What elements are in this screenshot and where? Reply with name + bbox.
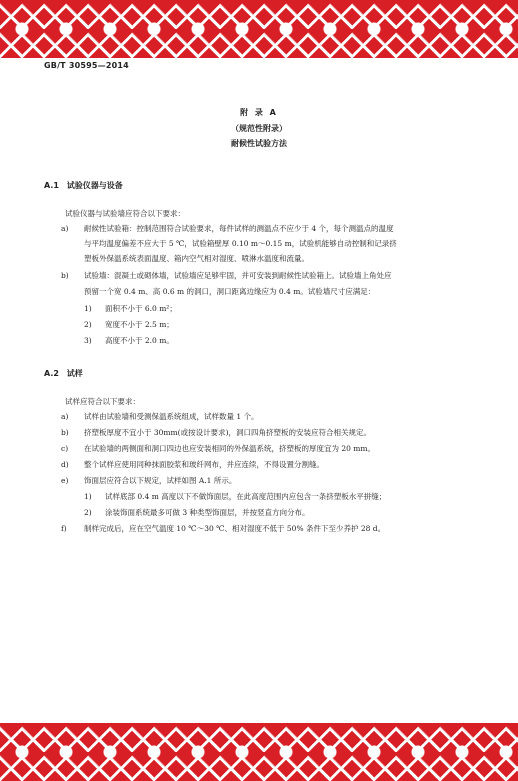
section-a2-intro: 试样应符合以下要求：: [65, 397, 140, 406]
sub-item-area: 面积不小于 6.0 m²；: [105, 304, 177, 313]
sub-item-e1: 试样底部 0.4 m 高度以下不做饰面层，在此高度范围内应包含一条挤塑板水平拼缝；: [105, 492, 387, 501]
section-a2-heading: [44, 368, 83, 379]
list-item-a-line2: 与平均温度偏差不应大于 5 ℃，试验箱壁厚 0.10 m～0.15 m，试验机能够自动控制和记录挤: [84, 239, 397, 248]
list-marker: e): [61, 476, 69, 485]
sub-list-marker: 1): [84, 304, 92, 313]
list-marker: f): [61, 524, 67, 533]
sub-list-marker: 2): [84, 320, 92, 329]
section-title: 试样: [66, 369, 83, 378]
list-item-b-line1: 试验墙：混凝土或砌体墙，试验墙应足够牢固，并可安装到耐候性试验箱上。试验墙上角处应: [84, 271, 392, 280]
list-marker: c): [61, 444, 69, 453]
section-number: A.2: [44, 369, 59, 378]
sub-list-marker: 1): [84, 492, 92, 501]
sub-list-marker: 3): [84, 336, 92, 345]
section-title: 试验仪器与设备: [66, 181, 123, 190]
sub-item-e2: 涂装饰面系统最多可做 3 种类型饰面层，并按竖直方向分布。: [105, 508, 310, 517]
sub-item-height: 高度不小于 2.0 m。: [105, 336, 174, 345]
list-item-a: 试样由试验墙和受测保温系统组成，试样数量 1 个。: [84, 412, 259, 421]
standard-number: GB/T 30595—2014: [44, 61, 129, 70]
list-item-a-line3: 塑板外保温系统表面温度、箱内空气相对湿度、喷淋水温度和流量。: [84, 254, 309, 263]
section-a1-heading: [44, 180, 123, 191]
section-number: A.1: [44, 181, 59, 190]
list-marker: b): [61, 428, 69, 437]
appendix-type: （规范性附录）: [231, 124, 287, 133]
list-marker: a): [61, 224, 69, 233]
list-marker: a): [61, 412, 69, 421]
list-item-a-line1: 耐候性试验箱：控制范围符合试验要求，每件试样的测温点不应少于 4 个，每个测温点的温度: [84, 224, 394, 233]
list-item-b-line2: 预留一个宽 0.4 m、高 0.6 m 的洞口，洞口距离边缘应为 0.4 m。试验墙尺寸应满足：: [84, 287, 376, 296]
list-item-b: 挤塑板厚度不宜小于 30mm(或按设计要求)，洞口四角挤塑板的安装应符合相关规定。: [84, 428, 372, 437]
list-marker: d): [61, 460, 69, 469]
list-marker: b): [61, 271, 69, 280]
list-item-e: 饰面层应符合以下规定，试样如图 A.1 所示。: [84, 476, 237, 485]
appendix-title: 附 录 A: [240, 108, 278, 117]
section-a1-intro: 试验仪器与试验墙应符合以下要求：: [65, 209, 185, 218]
list-item-f: 制样完成后，应在空气温度 10 ℃～30 ℃、相对湿度不低于 50% 条件下至少养护 28 d。: [84, 524, 386, 533]
bottom-ornament-band: [0, 723, 518, 781]
sub-list-marker: 2): [84, 508, 92, 517]
list-item-c: 在试验墙的两侧面和洞口四边也应安装相同的外保温系统，挤塑板的厚度宜为 20 mm。: [84, 444, 376, 453]
appendix-name: 耐候性试验方法: [231, 139, 287, 148]
sub-item-width: 宽度不小于 2.5 m；: [105, 320, 174, 329]
list-item-d: 整个试样应使用同种抹面胶浆和玻纤网布，并应连续，不得设置分割缝。: [84, 460, 324, 469]
